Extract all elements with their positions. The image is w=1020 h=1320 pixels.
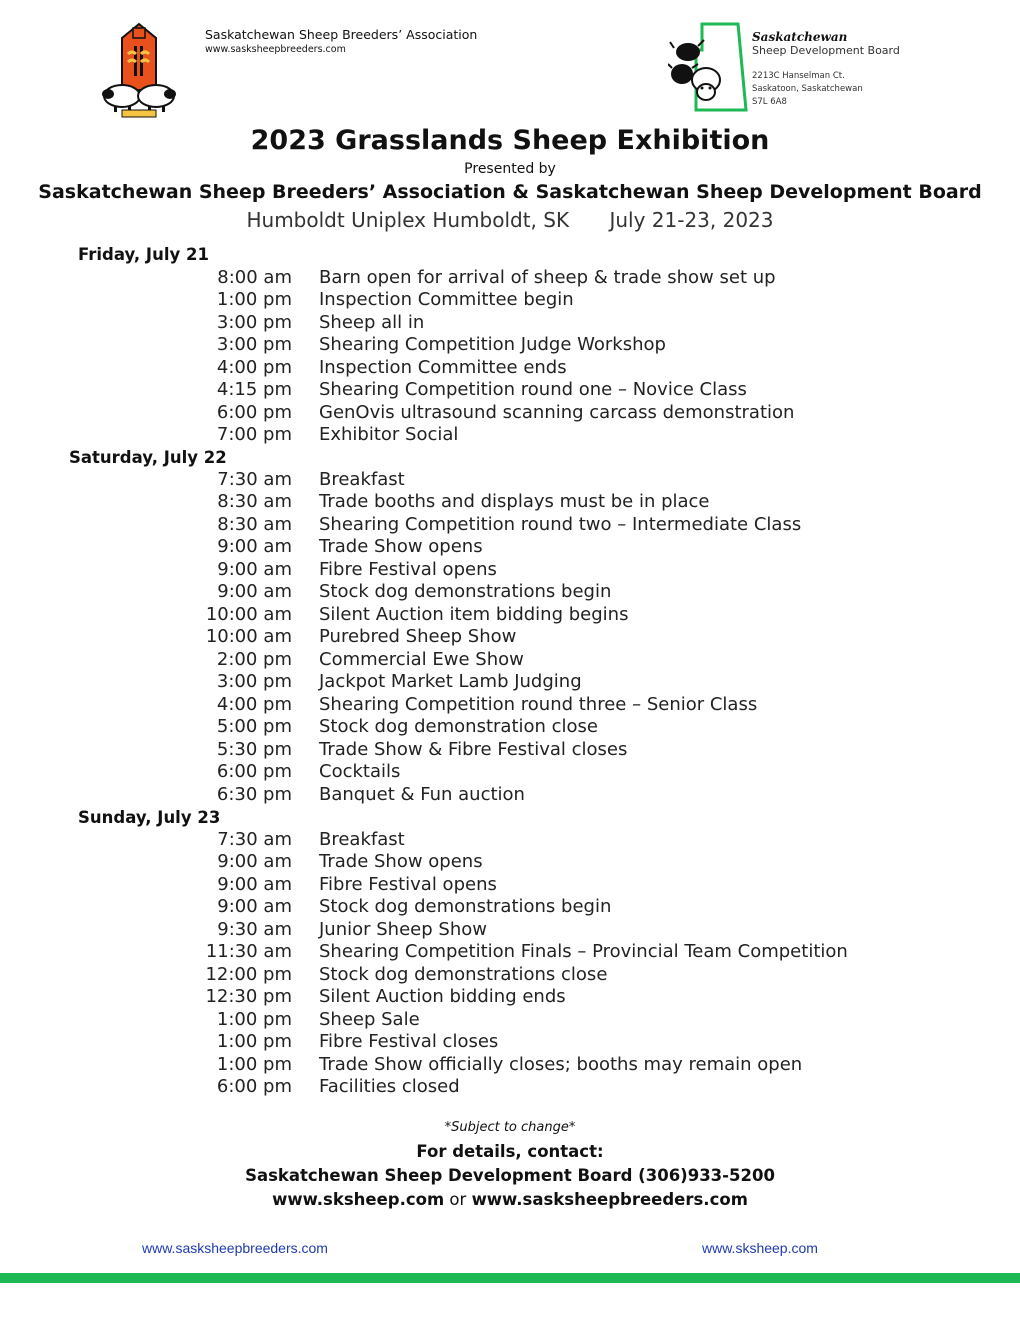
website-link-sasksheepbreeders[interactable]: www.sasksheepbreeders.com <box>471 1190 748 1209</box>
schedule-row <box>0 312 1020 334</box>
schedule-row <box>0 357 1020 379</box>
event-name: Stock dog demonstration close <box>319 716 599 737</box>
event-time: 4:15 pm <box>216 379 292 400</box>
presented-by: Presented by <box>464 161 556 177</box>
event-name: Banquet & Fun auction <box>319 784 525 805</box>
schedule-row <box>0 1009 1020 1031</box>
event-name: Trade Show opens <box>319 851 483 872</box>
schedule-row <box>0 402 1020 424</box>
event-name: Purebred Sheep Show <box>319 626 517 647</box>
sdb-org-title: Saskatchewan <box>752 30 848 44</box>
event-time: 9:00 am <box>217 896 292 917</box>
event-time: 6:00 pm <box>216 1076 292 1097</box>
event-time: 1:00 pm <box>216 1031 292 1052</box>
event-time: 5:30 pm <box>216 739 292 760</box>
event-time: 7:30 am <box>217 829 292 850</box>
schedule-row <box>0 649 1020 671</box>
event-time: 4:00 pm <box>216 357 292 378</box>
event-name: Inspection Committee ends <box>319 357 567 378</box>
event-name: Breakfast <box>319 469 405 490</box>
ssba-org-url[interactable]: www.sasksheepbreeders.com <box>205 44 346 55</box>
event-time: 1:00 pm <box>216 289 292 310</box>
event-dates: July 21-23, 2023 <box>609 208 774 232</box>
footer-link-sasksheepbreeders[interactable]: www.sasksheepbreeders.com <box>142 1240 328 1256</box>
presenters: Saskatchewan Sheep Breeders’ Association & Saskatchewan Sheep Development Board <box>38 181 982 203</box>
schedule-row <box>0 829 1020 851</box>
event-time: 7:30 am <box>217 469 292 490</box>
sdb-address-line: Saskatoon, Saskatchewan <box>752 84 863 94</box>
event-name: Shearing Competition Judge Workshop <box>319 334 666 355</box>
event-time: 5:00 pm <box>216 716 292 737</box>
event-name: Fibre Festival closes <box>319 1031 499 1052</box>
schedule-row <box>0 851 1020 873</box>
schedule-row <box>0 964 1020 986</box>
schedule-row <box>0 581 1020 603</box>
or-word: or <box>449 1190 467 1209</box>
event-time: 3:00 pm <box>216 334 292 355</box>
event-time: 11:30 am <box>205 941 292 962</box>
schedule-row <box>0 784 1020 806</box>
event-name: Trade Show opens <box>319 536 483 557</box>
event-name: Stock dog demonstrations close <box>319 964 608 985</box>
ssba-logo <box>100 20 178 118</box>
footer-green-bar <box>0 1273 1020 1283</box>
event-name: Fibre Festival opens <box>319 559 497 580</box>
event-time: 9:00 am <box>217 536 292 557</box>
event-name: Shearing Competition Finals – Provincial Team Competition <box>319 941 848 962</box>
event-name: Inspection Committee begin <box>319 289 574 310</box>
schedule-row <box>0 739 1020 761</box>
event-name: Stock dog demonstrations begin <box>319 896 612 917</box>
schedule-row <box>0 424 1020 446</box>
schedule-row <box>0 671 1020 693</box>
sdb-address-line: S7L 6A8 <box>752 97 787 107</box>
schedule-row <box>0 896 1020 918</box>
event-time: 9:00 am <box>217 581 292 602</box>
schedule-row <box>0 379 1020 401</box>
event-time: 2:00 pm <box>216 649 292 670</box>
schedule-row <box>0 716 1020 738</box>
event-time: 9:00 am <box>217 874 292 895</box>
event-name: Commercial Ewe Show <box>319 649 524 670</box>
schedule-row <box>0 986 1020 1008</box>
event-time: 6:30 pm <box>216 784 292 805</box>
schedule-row <box>0 761 1020 783</box>
sdb-address <box>752 70 863 109</box>
event-time: 10:00 am <box>205 604 292 625</box>
event-name: Silent Auction bidding ends <box>319 986 566 1007</box>
schedule-row <box>0 941 1020 963</box>
event-name: Exhibitor Social <box>319 424 459 445</box>
event-time: 12:00 pm <box>205 964 292 985</box>
event-name: Sheep all in <box>319 312 425 333</box>
event-name: Junior Sheep Show <box>319 919 487 940</box>
sdb-org-subtitle: Sheep Development Board <box>752 44 900 57</box>
contact-line: Saskatchewan Sheep Development Board (306)933-5200 <box>245 1166 775 1185</box>
event-name: Stock dog demonstrations begin <box>319 581 612 602</box>
event-time: 7:00 pm <box>216 424 292 445</box>
event-name: Shearing Competition round two – Intermediate Class <box>319 514 802 535</box>
schedule-row <box>0 1054 1020 1076</box>
event-time: 9:00 am <box>217 559 292 580</box>
event-name: Shearing Competition round three – Senior Class <box>319 694 758 715</box>
event-time: 10:00 am <box>205 626 292 647</box>
schedule-row <box>0 604 1020 626</box>
event-time: 8:00 am <box>217 267 292 288</box>
event-time: 12:30 pm <box>205 986 292 1007</box>
event-time: 8:30 am <box>217 491 292 512</box>
schedule-row <box>0 289 1020 311</box>
day-heading-friday: Friday, July 21 <box>78 245 209 264</box>
website-link-sksheep[interactable]: www.sksheep.com <box>272 1190 445 1209</box>
event-time: 6:00 pm <box>216 761 292 782</box>
event-name: Sheep Sale <box>319 1009 420 1030</box>
schedule-row <box>0 874 1020 896</box>
event-name: Trade Show officially closes; booths may remain open <box>319 1054 803 1075</box>
schedule-row <box>0 491 1020 513</box>
venue: Humboldt Uniplex Humboldt, SK <box>246 208 570 232</box>
sdb-logo <box>668 22 750 112</box>
event-name: Barn open for arrival of sheep & trade show set up <box>319 267 776 288</box>
schedule-row <box>0 334 1020 356</box>
event-time: 8:30 am <box>217 514 292 535</box>
venue-line <box>0 208 1020 232</box>
schedule-row <box>0 1076 1020 1098</box>
event-name: Fibre Festival opens <box>319 874 497 895</box>
day-heading-sunday: Sunday, July 23 <box>78 808 221 827</box>
event-name: Cocktails <box>319 761 401 782</box>
sdb-address-line: 2213C Hanselman Ct. <box>752 71 845 81</box>
schedule-row <box>0 469 1020 491</box>
event-name: Facilities closed <box>319 1076 460 1097</box>
event-name: Shearing Competition round one – Novice Class <box>319 379 747 400</box>
websites-line <box>0 1190 1020 1209</box>
schedule-row <box>0 536 1020 558</box>
schedule-row <box>0 626 1020 648</box>
event-name: Trade booths and displays must be in place <box>319 491 710 512</box>
subject-to-change-note: *Subject to change* <box>444 1120 576 1135</box>
schedule-row <box>0 514 1020 536</box>
schedule-row <box>0 694 1020 716</box>
schedule-row <box>0 1031 1020 1053</box>
event-time: 9:00 am <box>217 851 292 872</box>
event-time: 1:00 pm <box>216 1054 292 1075</box>
schedule-row <box>0 919 1020 941</box>
details-heading: For details, contact: <box>416 1142 604 1161</box>
event-name: Silent Auction item bidding begins <box>319 604 629 625</box>
footer-link-sksheep[interactable]: www.sksheep.com <box>702 1240 818 1256</box>
page-title: 2023 Grasslands Sheep Exhibition <box>250 125 770 156</box>
ssba-org-name: Saskatchewan Sheep Breeders’ Association <box>205 27 478 42</box>
event-time: 1:00 pm <box>216 1009 292 1030</box>
event-time: 6:00 pm <box>216 402 292 423</box>
event-time: 3:00 pm <box>216 312 292 333</box>
schedule-row <box>0 267 1020 289</box>
event-name: Breakfast <box>319 829 405 850</box>
day-heading-saturday: Saturday, July 22 <box>69 448 227 467</box>
event-time: 3:00 pm <box>216 671 292 692</box>
event-name: Jackpot Market Lamb Judging <box>319 671 582 692</box>
event-time: 9:30 am <box>217 919 292 940</box>
event-name: Trade Show & Fibre Festival closes <box>319 739 628 760</box>
event-name: GenOvis ultrasound scanning carcass demonstration <box>319 402 795 423</box>
schedule-row <box>0 559 1020 581</box>
event-time: 4:00 pm <box>216 694 292 715</box>
